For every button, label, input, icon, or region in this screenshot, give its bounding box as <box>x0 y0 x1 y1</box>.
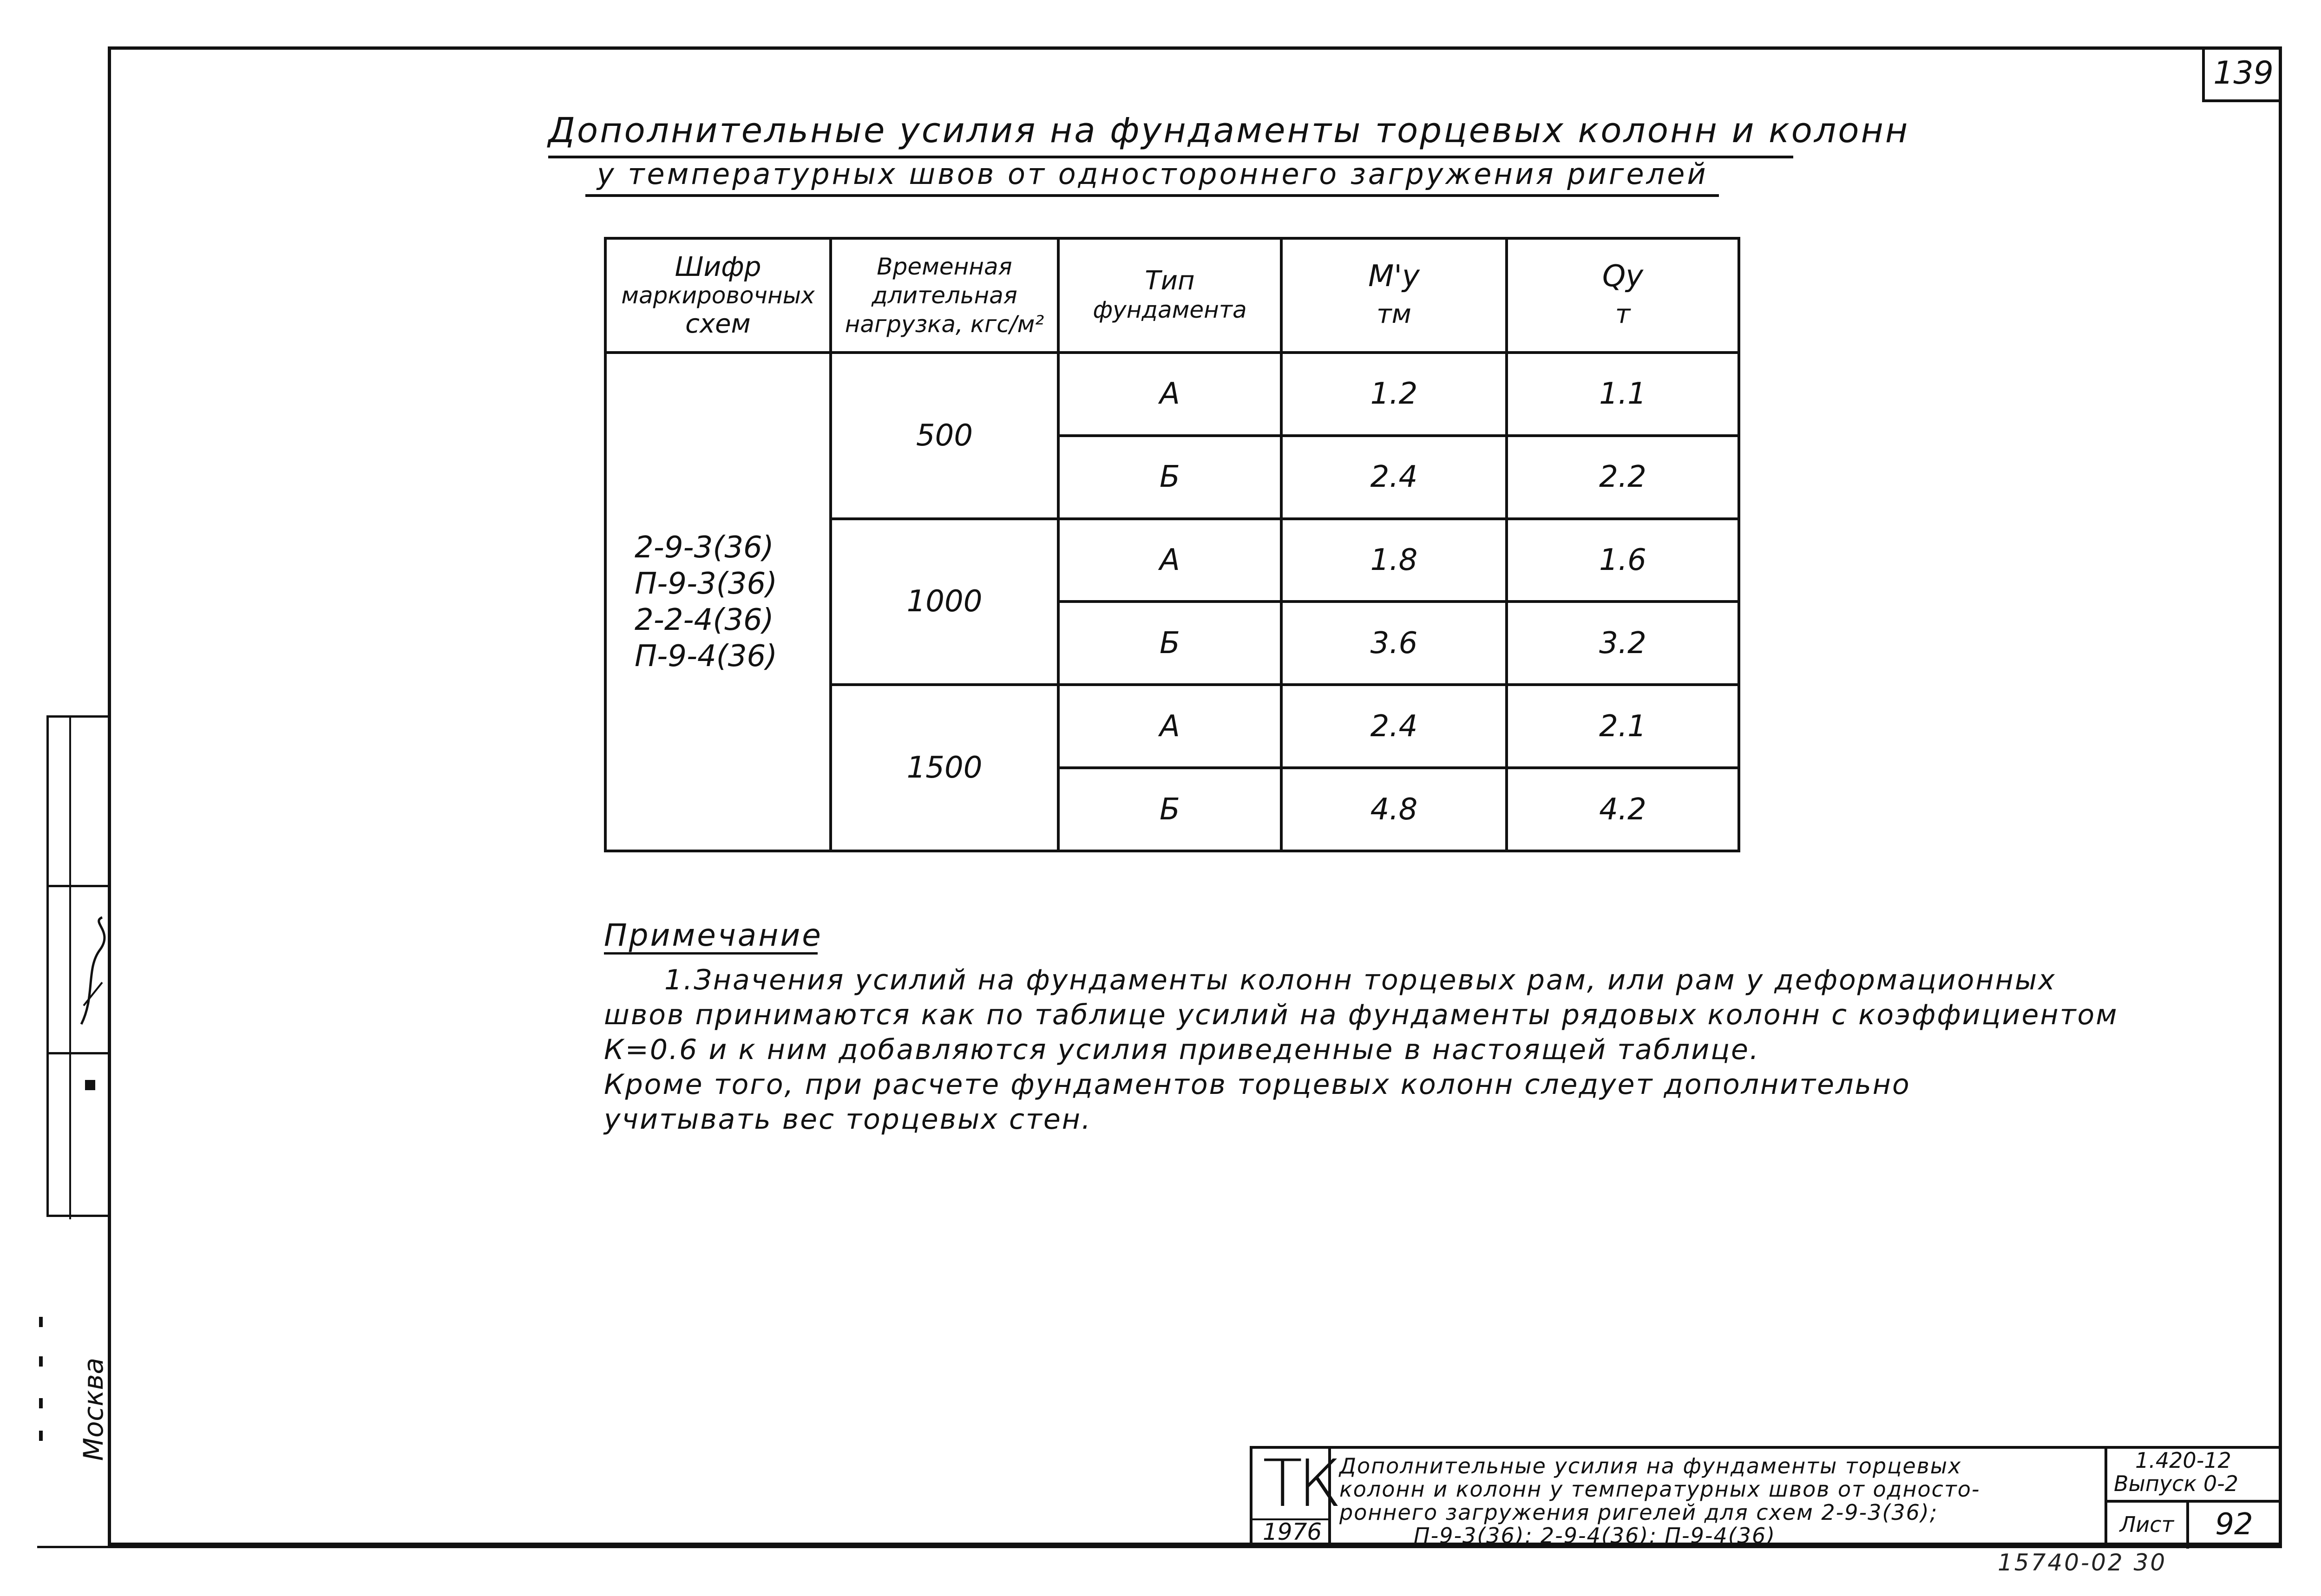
strip-line <box>49 1052 110 1054</box>
series-number: 1.420-12 <box>2135 1448 2231 1473</box>
moment-cell: 4.8 <box>1281 768 1507 851</box>
note-line: швов принимаются как по таблице усилий на фундаменты рядовых колонн с коэффициентом <box>604 999 2118 1031</box>
title-block <box>1250 1446 2282 1546</box>
shear-cell: 2.1 <box>1507 685 1739 768</box>
scheme-codes-cell: 2-9-3(36) П-9-3(36) 2-2-4(36) П-9-4(36) <box>605 353 831 851</box>
note-line: 1.Значения усилий на фундаменты колонн торцевых рам, или рам у деформационных <box>664 964 2056 996</box>
header-foundation-type: Тип фундамента <box>1058 238 1281 353</box>
type-cell: Б <box>1058 436 1281 519</box>
moment-cell: 2.4 <box>1281 685 1507 768</box>
type-cell: А <box>1058 685 1281 768</box>
city-label: Москва <box>78 1357 110 1461</box>
shear-cell: 3.2 <box>1507 602 1739 685</box>
forces-table <box>604 237 1740 852</box>
description-line: П-9-3(36); 2-9-4(36); П-9-4(36) <box>1414 1523 1776 1548</box>
sheet-number: 139 <box>2202 46 2282 102</box>
page-title: Дополнительные усилия на фундаменты торцевых колонн и колонн <box>548 111 1910 150</box>
load-cell: 1000 <box>831 519 1058 685</box>
header-code: Шифр маркировочных схем <box>605 238 831 353</box>
left-margin-strip <box>46 715 108 1217</box>
type-cell: Б <box>1058 768 1281 851</box>
description-line: роннего загружения ригелей для схем 2-9-3(36); <box>1339 1500 1938 1525</box>
issue-number: Выпуск 0-2 <box>2114 1471 2239 1496</box>
moment-cell: 2.4 <box>1281 436 1507 519</box>
note-line: К=0.6 и к ним добавляются усилия приведенные в настоящей таблице. <box>604 1033 1760 1066</box>
description-line: колонн и колонн у температурных швов от односто- <box>1339 1477 1980 1502</box>
subtitle-underline <box>585 194 1719 197</box>
year: 1976 <box>1263 1518 1322 1545</box>
header-load: Временная длительная нагрузка, кгс/м² <box>831 238 1058 353</box>
sheet-value: 92 <box>2215 1507 2253 1542</box>
margin-tick <box>39 1356 43 1367</box>
table-row <box>605 353 1739 436</box>
moment-cell: 1.2 <box>1281 353 1507 436</box>
title-block-description <box>1331 1446 2105 1546</box>
moment-cell: 3.6 <box>1281 602 1507 685</box>
shear-cell: 1.1 <box>1507 353 1739 436</box>
note-line: учитывать вес торцевых стен. <box>604 1103 1092 1136</box>
margin-tick <box>39 1317 43 1327</box>
margin-tick <box>39 1431 43 1441</box>
shear-cell: 1.6 <box>1507 519 1739 602</box>
type-cell: Б <box>1058 602 1281 685</box>
tk-logo: ТК <box>1263 1446 1337 1522</box>
shear-cell: 2.2 <box>1507 436 1739 519</box>
margin-tick <box>39 1398 43 1408</box>
signature-scribble <box>77 913 109 1033</box>
note-title-underline <box>604 952 818 955</box>
load-cell: 500 <box>831 353 1058 519</box>
header-shear: Qy т <box>1507 238 1739 353</box>
table-header-row <box>605 238 1739 353</box>
moment-cell: 1.8 <box>1281 519 1507 602</box>
page-subtitle: у температурных швов от одностороннего загружения ригелей <box>597 157 1708 191</box>
note-title: Примечание <box>604 917 823 953</box>
tk-logo-cell <box>1250 1446 1337 1546</box>
shear-cell: 4.2 <box>1507 768 1739 851</box>
series-cell <box>2107 1449 2282 1503</box>
note-line: Кроме того, при расчете фундаментов торцевых колонн следует дополнительно <box>604 1068 1911 1101</box>
strip-divider <box>69 718 71 1219</box>
header-moment: M'y тм <box>1281 238 1507 353</box>
bottom-code: 15740-02 30 <box>1998 1549 2167 1576</box>
load-cell: 1500 <box>831 685 1058 851</box>
sheet-label: Лист <box>2107 1500 2189 1549</box>
stamp-mark <box>85 1080 95 1090</box>
description-line: Дополнительные усилия на фундаменты торцевых <box>1339 1453 1962 1478</box>
type-cell: А <box>1058 519 1281 602</box>
title-block-right <box>2105 1446 2282 1546</box>
type-cell: А <box>1058 353 1281 436</box>
strip-line <box>49 885 110 887</box>
